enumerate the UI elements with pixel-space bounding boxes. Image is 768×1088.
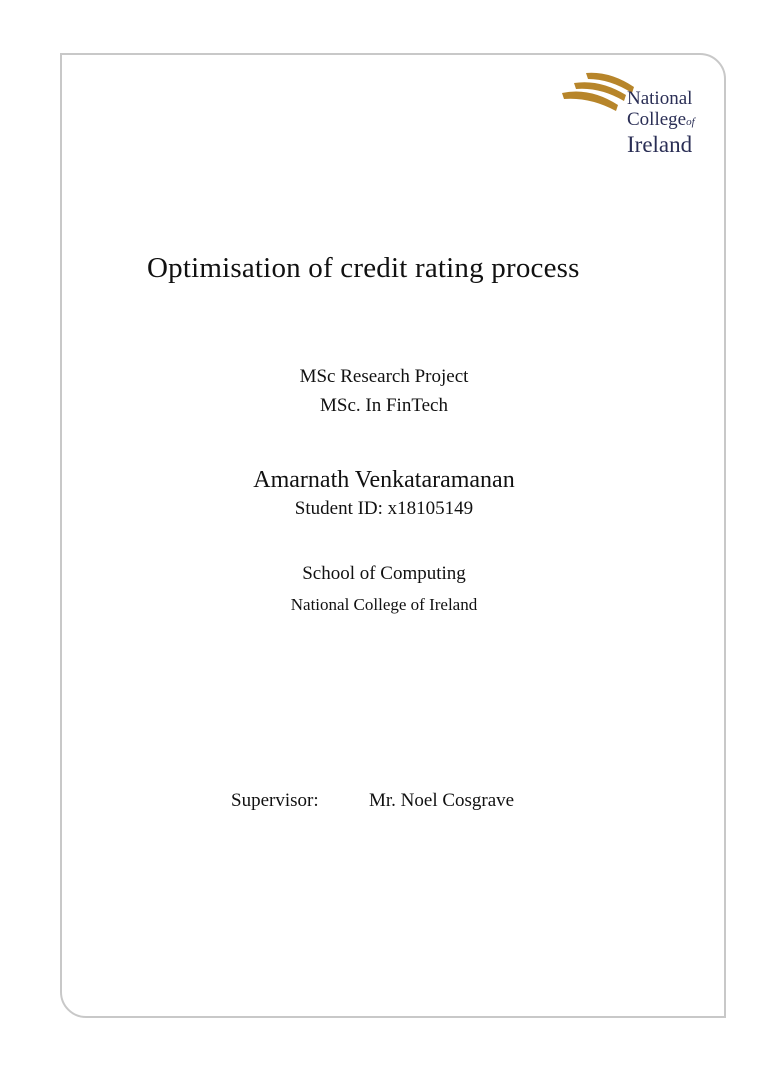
supervisor-name: Mr. Noel Cosgrave xyxy=(369,790,515,811)
student-id: Student ID: x18105149 xyxy=(294,498,474,519)
logo-of: of xyxy=(686,116,695,128)
logo-line-2: Collegeof xyxy=(627,109,695,130)
author-name: Amarnath Venkataramanan xyxy=(253,467,515,493)
page-border-frame xyxy=(60,53,726,1018)
document-title: Optimisation of credit rating process xyxy=(147,252,580,284)
logo-line-1: National xyxy=(627,88,693,109)
programme: MSc. In FinTech xyxy=(320,395,448,416)
logo-line-3: Ireland xyxy=(627,132,693,157)
institution-name: National College of Ireland xyxy=(290,595,478,614)
supervisor-label: Supervisor: xyxy=(231,790,319,811)
project-type: MSc Research Project xyxy=(299,366,469,387)
ncirl-logo-text xyxy=(627,88,695,157)
school-name: School of Computing xyxy=(302,563,466,584)
